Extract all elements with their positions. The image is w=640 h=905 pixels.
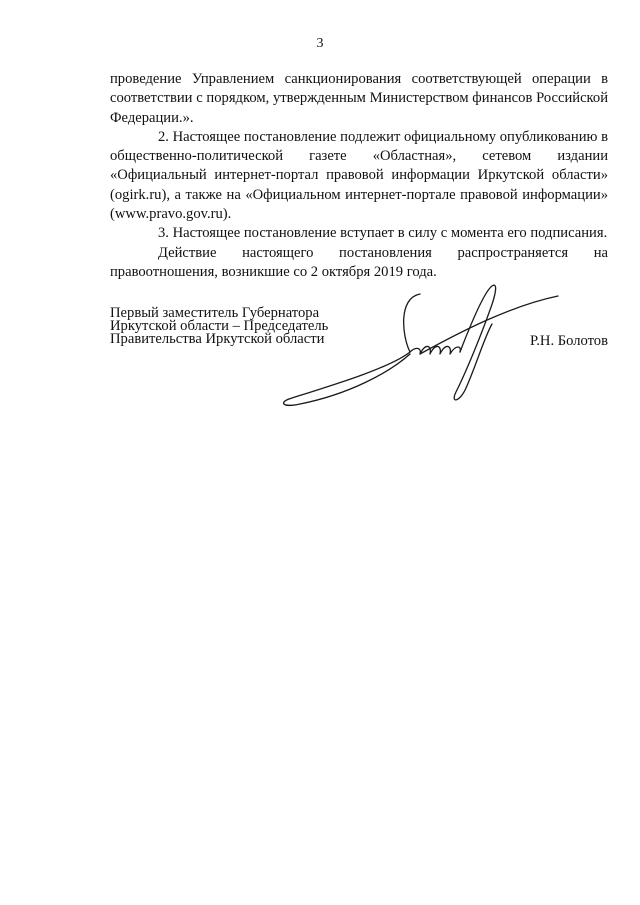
signatory-position-line-2: Иркутской области – Председатель	[110, 318, 329, 334]
paragraph-1-continuation: проведение Управлением санкционирования соответствующей операции в соответствии с порядком, утвержденным Министерством финансов Российской Федерации.».	[110, 71, 608, 126]
paragraph-4-retroactive: Действие настоящего постановления распространяется на правоотношения, возникшие со 2 октября 2019 года.	[110, 244, 608, 280]
handwritten-signature	[270, 276, 560, 416]
signatory-position-line-3: Правительства Иркутской области	[110, 331, 325, 347]
document-body	[110, 70, 608, 282]
paragraph-2-publication: 2. Настоящее постановление подлежит официальному опубликованию в общественно-политической газете «Областная», сетевом издании «Официальный интернет-портал правовой информации Иркутской области» (ogirk.ru), а также на «Официальном интернет-портале правовой информации» (www.pravo.gov.ru).	[110, 128, 608, 223]
page-number: 3	[316, 36, 324, 51]
paragraph-3-effective: 3. Настоящее постановление вступает в силу с момента его подписания.	[158, 225, 608, 242]
signatory-name: Р.Н. Болотов	[529, 333, 608, 349]
signatory-position-line-1: Первый заместитель Губернатора	[110, 305, 320, 321]
